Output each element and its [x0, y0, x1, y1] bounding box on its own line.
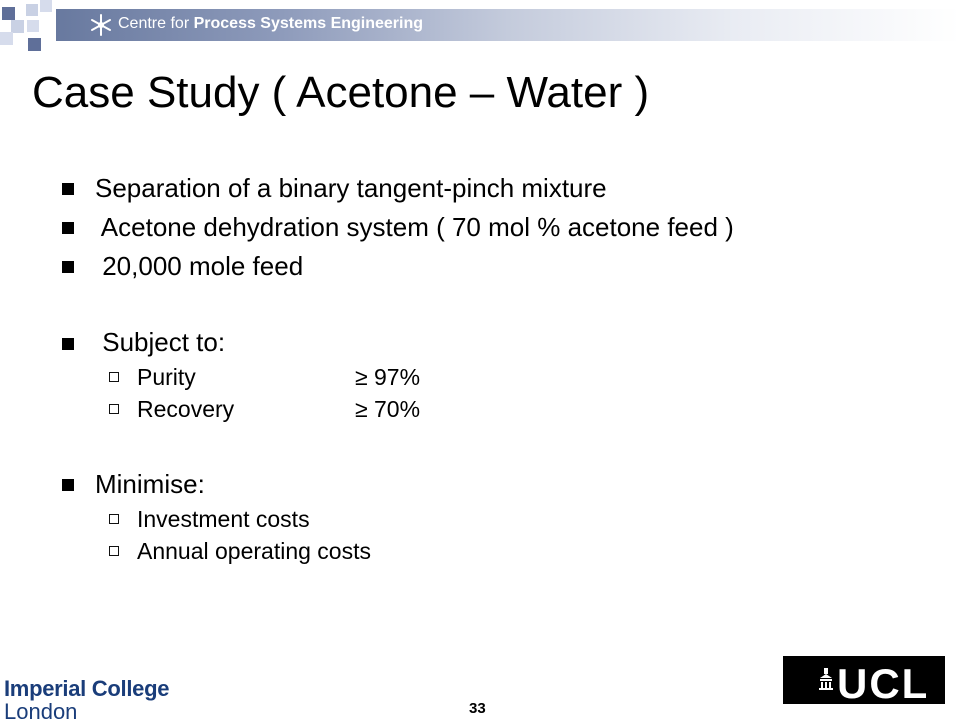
- header-square: [40, 0, 52, 12]
- bullet-text: Separation of a binary tangent-pinch mixture: [95, 173, 607, 203]
- sub-bullet-box: [109, 404, 119, 414]
- header-square: [2, 7, 15, 20]
- subject-to-label: Subject to:: [95, 327, 226, 357]
- constraint-name: Recovery: [137, 396, 235, 422]
- bullet-marker: [62, 338, 74, 350]
- objective-item: Investment costs: [137, 506, 310, 532]
- objective-item: Annual operating costs: [137, 538, 371, 564]
- portico-icon: [819, 668, 833, 690]
- bullet-text: 20,000 mole feed: [95, 251, 304, 281]
- header-square: [0, 32, 13, 45]
- bullet-marker: [62, 479, 74, 491]
- constraint-value: ≥ 70%: [355, 396, 421, 422]
- sub-bullet-box: [109, 514, 119, 524]
- ucl-text: UCL: [837, 660, 930, 707]
- imperial-logo-line2: London: [4, 699, 78, 724]
- imperial-logo-line1: Imperial College: [4, 676, 170, 701]
- centre-prefix: Centre for: [118, 15, 190, 32]
- bullet-text: Acetone dehydration system ( 70 mol % acetone feed ): [95, 212, 734, 242]
- snowflake-icon: [90, 14, 112, 36]
- header-square: [26, 4, 38, 16]
- ucl-logo: [783, 656, 945, 707]
- constraint-name: Purity: [137, 364, 196, 390]
- minimise-label: Minimise:: [95, 469, 205, 499]
- sub-bullet-box: [109, 546, 119, 556]
- bullet-marker: [62, 222, 74, 234]
- page-number: 33: [469, 700, 486, 717]
- constraint-value: ≥ 97%: [355, 364, 421, 390]
- bullet-marker: [62, 261, 74, 273]
- bullet-marker: [62, 183, 74, 195]
- centre-name: [118, 15, 423, 33]
- slide-title: Case Study ( Acetone – Water ): [32, 68, 650, 117]
- header-square: [28, 38, 41, 51]
- centre-name-bold: Process Systems Engineering: [193, 15, 424, 32]
- header-square: [27, 20, 39, 32]
- sub-bullet-box: [109, 372, 119, 382]
